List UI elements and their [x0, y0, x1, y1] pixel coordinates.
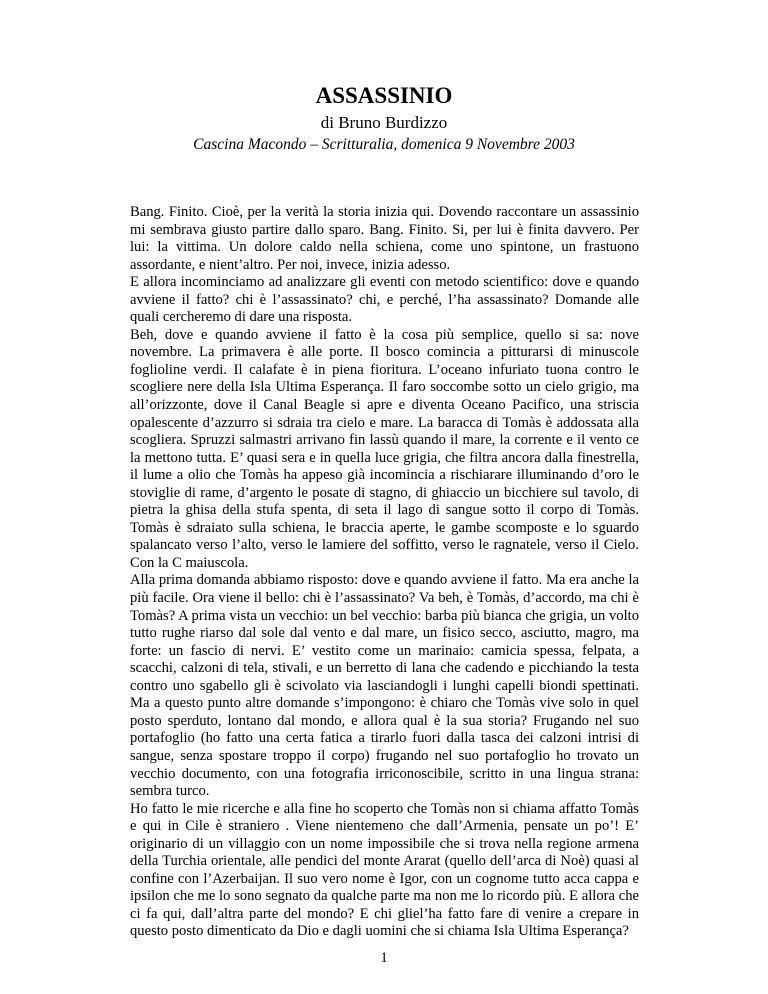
- paragraph: Alla prima domanda abbiamo risposto: dove e quando avviene il fatto. Ma era anche la più facile. Ora viene il bello: chi è l’assassinato? Va beh, è Tomàs, d’accordo, ma chi è Tomàs? A prima vista un vecchio: un bel vecchio: barba più bianca che grigia, un volto tutto rughe riarso dal sole dal vento e dal mare, un fisico secco, asciutto, magro, ma forte: un fascio di nervi. E’ vestito come un marinaio: camicia spessa, felpata, a scacchi, calzoni di tela, stivali, e un berretto di lana che cadendo e picchiando la testa contro uno sgabello gli è scivolato via lasciandogli i lunghi capelli biondi spettinati. Ma a questo punto altre domande s’impongono: è chiaro che Tomàs vive solo in quel posto sperduto, lontano dal mondo, e allora qual è la sua storia? Frugando nel suo portafoglio (ho fatto una certa fatica a tirarlo fuori dalla tasca dei calzoni intrisi di sangue, senza spostare troppo il corpo) frugando nel suo portafoglio ho trovato un vecchio documento, con una fotografia irriconoscibile, scritto in una lingua strana: sembra turco.: [130, 572, 639, 800]
- document-body: [130, 204, 639, 941]
- paragraph: Ho fatto le mie ricerche e alla fine ho scoperto che Tomàs non si chiama affatto Tomàs e qui in Cile è straniero . Viene nientemeno che dall’Armenia, pensate un po’! E’ originario di un villaggio con un nome impossibile che si trova nella regione armena della Turchia orientale, alle pendici del monte Ararat (quello dell’arca di Noè) quasi al confine con l’Azerbaijan. Il suo vero nome è Igor, con un cognome tutto acca cappa e ipsilon che me lo sono segnato da qualche parte ma non me lo ricordo più. E allora che ci fa qui, dall’altra parte del mondo? E chi gliel’ha fatto fare di venire a crepare in questo posto dimenticato da Dio e dagli uomini che si chiama Isla Ultima Esperança?: [130, 800, 639, 940]
- paragraph: Bang. Finito. Cioè, per la verità la storia inizia qui. Dovendo raccontare un assassinio mi sembrava giusto partire dallo sparo. Bang. Finito. Si, per lui è finita davvero. Per lui: la vittima. Un dolore caldo nella schiena, come uno spintone, un frastuono assordante, e nient’altro. Per noi, invece, inizia adesso.: [130, 204, 639, 273]
- paragraph: Beh, dove e quando avviene il fatto è la cosa più semplice, quello si sa: nove novembre. La primavera è alle porte. Il bosco comincia a pitturarsi di minuscole foglioline verdi. Il calafate è in piena fioritura. L’oceano infuriato tuona contro le scogliere nere della Isla Ultima Esperança. Il faro soccombe sotto un cielo grigio, ma all’orizzonte, dove il Canal Beagle si apre e diventa Oceano Pacifico, una striscia opalescente d’azzurro si sdraia tra cielo e mare. La baracca di Tomàs è addossata alla scogliera. Spruzzi salmastri arrivano fin lassù quando il mare, la corrente e il vento ce la mettono tutta. E’ quasi sera e in quella luce grigia, che filtra ancora dalla finestrella, il lume a olio che Tomàs ha appeso già incomincia a rischiarare illuminando d’oro le stoviglie di rame, d’argento le posate di stagno, di ghiaccio un bicchiere sul tavolo, di pietra la ghisa della stufa spenta, di seta il lago di sangue sotto il corpo di Tomàs. Tomàs è sdraiato sulla schiena, le braccia aperte, le gambe scomposte e lo sguardo spalancato verso l’alto, verso le lamiere del soffitto, verso le ragnatele, verso il Cielo. Con la C maiuscola.: [130, 326, 639, 571]
- page-number: 1: [380, 950, 388, 966]
- document-subtitle: Cascina Macondo – Scritturalia, domenica 9 Novembre 2003: [193, 136, 575, 153]
- paragraph: E allora incominciamo ad analizzare gli eventi con metodo scientifico: dove e quando avviene il fatto? chi è l’assassinato? chi, e perché, l’ha assassinato? Domande alle quali cercheremo di dare una risposta.: [130, 274, 639, 326]
- document-author: di Bruno Burdizzo: [320, 113, 448, 132]
- document-title: ASSASSINIO: [315, 83, 453, 108]
